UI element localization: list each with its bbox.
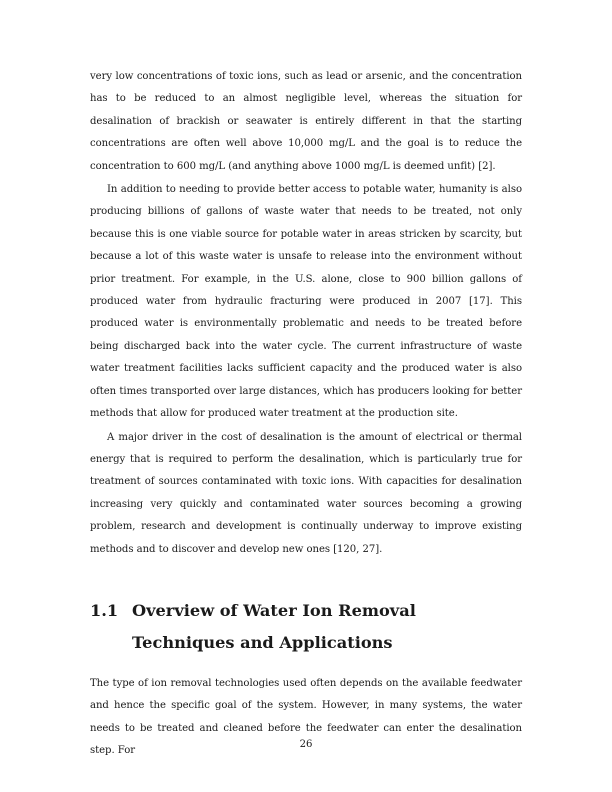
paragraph-section-intro: The type of ion removal technologies used often depends on the available feedwater and hence the specific goal of the system. However, in many systems, the water needs to be treated and cleaned before the feedwater can enter the desalination step. For xyxy=(90,677,522,757)
section-title: Overview of Water Ion Removal Techniques and Applications xyxy=(132,600,416,652)
paragraph-waste-water: In addition to needing to provide better access to potable water, humanity is also producing billions of gallons of waste water that needs to be treated, not only because this is one viable source for potable water in areas stricken by scarcity, but because a lot of this waste water is unsafe to release into the environment without prior treatment. For example, in the U.S. alone, close to 900 billion gallons of produced water from hydraulic fracturing were produced in 2007 [17]. This produced water is environmentally problematic and needs to be treated before being discharged back into the water cycle. The current infrastructure of waste water treatment facilities lacks sufficient capacity and the produced water is also often times transported over large distances, which has producers looking for better methods that allow for produced water treatment at the production site. xyxy=(90,184,522,420)
page-body xyxy=(90,66,522,763)
section-number: 1.1 xyxy=(90,600,119,620)
paragraph-desalination-cost: A major driver in the cost of desalination is the amount of electrical or thermal energy that is required to perform the desalination, which is particularly true for treatment of sources contaminated with toxic ions. With capacities for desalination increasing very quickly and contaminated water sources becoming a growing problem, research and development is continually underway to improve existing methods and to discover and develop new ones [120, 27]. xyxy=(90,431,522,555)
paragraph-continued: very low concentrations of toxic ions, such as lead or arsenic, and the concentration has to be reduced to an almost negligible level, whereas the situation for desalination of brackish or seawater is entirely different in that the starting concentrations are often well above 10,000 mg/L and the goal is to reduce the concentration to 600 mg/L (and anything above 1000 mg/L is deemed unfit) [2]. xyxy=(90,71,522,172)
section-heading xyxy=(90,595,522,659)
page-number: 26 xyxy=(299,739,313,750)
